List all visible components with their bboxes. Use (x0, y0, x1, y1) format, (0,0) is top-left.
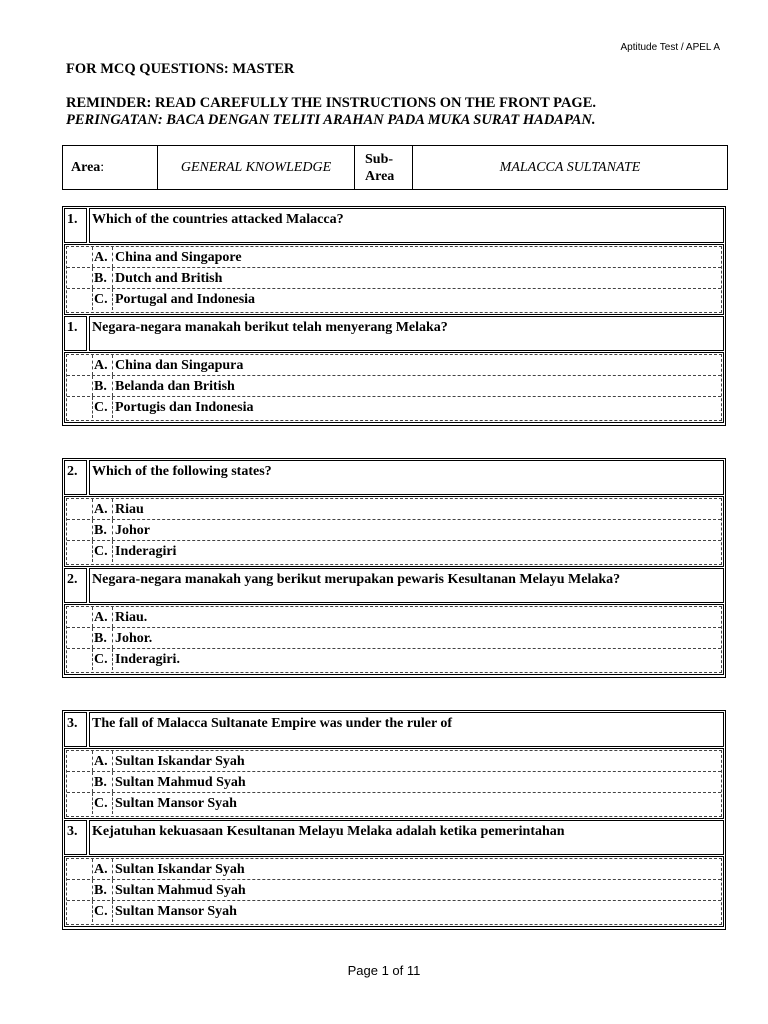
option-row[interactable] (67, 247, 721, 268)
options-malay (64, 352, 724, 423)
question-text-english: Which of the following states? (89, 460, 724, 495)
option-row[interactable] (67, 751, 721, 772)
question-row (64, 568, 724, 603)
question-number: 1. (64, 316, 87, 351)
option-text: Inderagiri. (115, 652, 180, 667)
option-label: B. (93, 628, 113, 648)
reminder-malay: PERINGATAN: BACA DENGAN TELITI ARAHAN PADA MUKA SURAT HADAPAN. (66, 112, 596, 128)
option-text: Riau. (115, 610, 148, 625)
option-label: A. (93, 247, 113, 267)
question-block-3 (62, 710, 726, 930)
option-text: Sultan Iskandar Syah (115, 754, 245, 769)
option-row[interactable] (67, 289, 721, 310)
area-value: GENERAL KNOWLEDGE (158, 146, 355, 190)
option-text: Riau (115, 502, 144, 517)
option-label: C. (93, 793, 113, 814)
page-footer: Page 1 of 11 (347, 963, 421, 978)
option-label: A. (93, 859, 113, 879)
question-text-malay: Negara-negara manakah berikut telah menyerang Melaka? (89, 316, 724, 351)
option-label: A. (93, 499, 113, 519)
page-title: FOR MCQ QUESTIONS: MASTER (66, 61, 295, 77)
sub-area-value: MALACCA SULTANATE (413, 146, 728, 190)
question-row (64, 712, 724, 747)
option-label: C. (93, 901, 113, 922)
option-row[interactable] (67, 541, 721, 562)
option-label: C. (93, 541, 113, 562)
sub-area-label-line1: Sub- (365, 151, 394, 167)
option-label: C. (93, 397, 113, 418)
option-label: A. (93, 607, 113, 627)
sub-area-label-line2: Area (365, 168, 395, 184)
options-english (64, 748, 724, 819)
option-row[interactable] (67, 793, 721, 814)
question-text-malay: Kejatuhan kekuasaan Kesultanan Melayu Melaka adalah ketika pemerintahan (89, 820, 724, 855)
question-row (64, 460, 724, 495)
option-row[interactable] (67, 772, 721, 793)
option-row[interactable] (67, 520, 721, 541)
question-text-malay: Negara-negara manakah yang berikut merupakan pewaris Kesultanan Melayu Melaka? (89, 568, 724, 603)
options-malay (64, 856, 724, 927)
option-row[interactable] (67, 628, 721, 649)
question-number: 1. (64, 208, 87, 243)
option-row[interactable] (67, 901, 721, 922)
question-text-english: The fall of Malacca Sultanate Empire was under the ruler of (89, 712, 724, 747)
question-block-2 (62, 458, 726, 678)
option-label: C. (93, 289, 113, 310)
option-label: A. (93, 355, 113, 375)
option-text: China and Singapore (115, 250, 242, 265)
question-row (64, 208, 724, 243)
option-text: Sultan Mansor Syah (115, 904, 237, 919)
options-english (64, 496, 724, 567)
option-label: B. (93, 376, 113, 396)
question-block-1 (62, 206, 726, 426)
option-row[interactable] (67, 607, 721, 628)
area-label-cell (63, 146, 158, 190)
options-malay (64, 604, 724, 675)
option-text: Sultan Mansor Syah (115, 796, 237, 811)
option-text: Sultan Iskandar Syah (115, 862, 245, 877)
option-label: B. (93, 520, 113, 540)
question-number: 2. (64, 568, 87, 603)
question-text-english: Which of the countries attacked Malacca? (89, 208, 724, 243)
sub-area-label-cell (355, 146, 413, 190)
option-row[interactable] (67, 880, 721, 901)
reminder-english: REMINDER: READ CAREFULLY THE INSTRUCTIONS ON THE FRONT PAGE. (66, 95, 597, 111)
option-label: B. (93, 880, 113, 900)
question-number: 3. (64, 820, 87, 855)
option-label: B. (93, 268, 113, 288)
area-label: Area (71, 159, 101, 175)
option-row[interactable] (67, 499, 721, 520)
option-label: A. (93, 751, 113, 771)
question-number: 3. (64, 712, 87, 747)
option-text: Johor. (115, 631, 153, 646)
option-row[interactable] (67, 268, 721, 289)
area-table (62, 145, 728, 190)
option-text: Belanda dan British (115, 379, 235, 394)
header-label: Aptitude Test / APEL A (620, 42, 720, 53)
option-row[interactable] (67, 397, 721, 418)
area-colon: : (100, 159, 105, 175)
option-row[interactable] (67, 859, 721, 880)
option-row[interactable] (67, 355, 721, 376)
option-label: C. (93, 649, 113, 670)
option-text: Johor (115, 523, 150, 538)
option-text: China dan Singapura (115, 358, 244, 373)
option-text: Sultan Mahmud Syah (115, 775, 246, 790)
option-row[interactable] (67, 376, 721, 397)
option-text: Sultan Mahmud Syah (115, 883, 246, 898)
option-text: Dutch and British (115, 271, 223, 286)
option-text: Portugis dan Indonesia (115, 400, 254, 415)
question-row (64, 316, 724, 351)
option-text: Portugal and Indonesia (115, 292, 256, 307)
question-row (64, 820, 724, 855)
options-english (64, 244, 724, 315)
question-number: 2. (64, 460, 87, 495)
option-label: B. (93, 772, 113, 792)
option-row[interactable] (67, 649, 721, 670)
option-text: Inderagiri (115, 544, 177, 559)
